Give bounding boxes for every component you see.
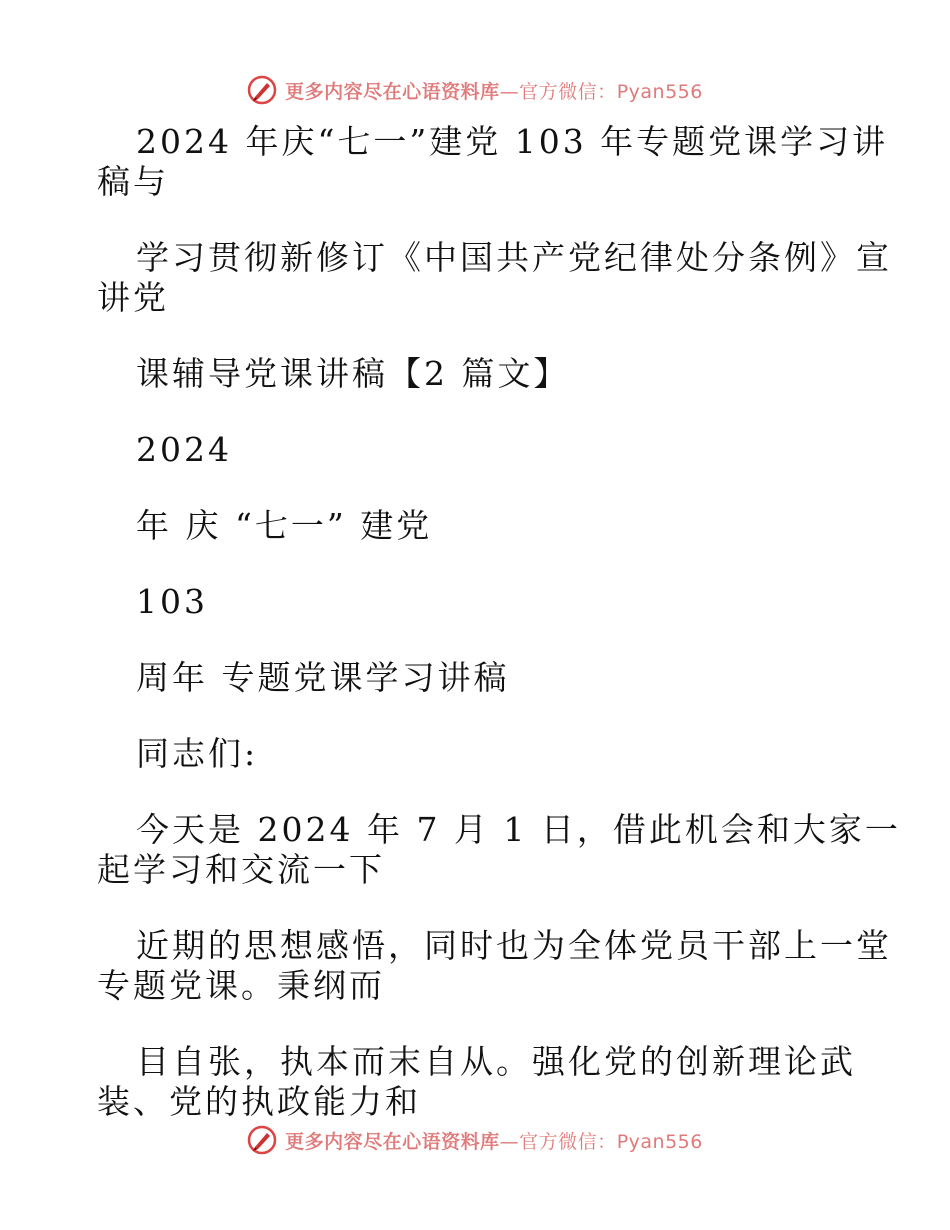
pen-logo-icon <box>247 1125 277 1155</box>
watermark-separator: — <box>499 1130 520 1153</box>
text-line: 课辅导党课讲稿【2 篇文】 <box>136 354 570 393</box>
watermark-wechat-id: Pyan556 <box>616 1130 703 1153</box>
document-body <box>0 122 950 1122</box>
text-line: 同志们: <box>136 734 259 773</box>
watermark-wechat-id: Pyan556 <box>616 80 703 103</box>
watermark-main-text: 更多内容尽在心语资料库 <box>285 80 500 103</box>
text-line: 2024 <box>136 430 232 469</box>
header-watermark <box>0 70 950 110</box>
text-line: 周年 专题党课学习讲稿 <box>136 658 510 697</box>
text-line: 今天是 2024 年 7 月 1 日，借此机会和大家一 <box>136 810 901 849</box>
text-line: 讲党 <box>97 278 169 317</box>
text-line: 起学习和交流一下 <box>97 850 385 889</box>
watermark-official-label: 官方微信： <box>519 1130 617 1153</box>
watermark-main-text: 更多内容尽在心语资料库 <box>285 1130 500 1153</box>
watermark-separator: — <box>499 80 520 103</box>
text-line: 学习贯彻新修订《中国共产党纪律处分条例》宣 <box>136 238 892 277</box>
text-line: 2024 年庆“七一”建党 103 年专题党课学习讲 <box>136 122 889 161</box>
text-line: 目自张，执本而末自从。强化党的创新理论武 <box>136 1042 856 1081</box>
text-line: 装、党的执政能力和 <box>97 1082 421 1121</box>
pen-logo-icon <box>247 75 277 105</box>
footer-watermark <box>0 1120 950 1160</box>
watermark-official-label: 官方微信： <box>519 80 617 103</box>
text-line: 稿与 <box>97 162 169 201</box>
text-line: 103 <box>136 582 208 621</box>
text-line: 专题党课。秉纲而 <box>97 966 385 1005</box>
text-line: 近期的思想感悟，同时也为全体党员干部上一堂 <box>136 926 892 965</box>
text-line: 年 庆 “七一” 建党 <box>136 506 433 545</box>
